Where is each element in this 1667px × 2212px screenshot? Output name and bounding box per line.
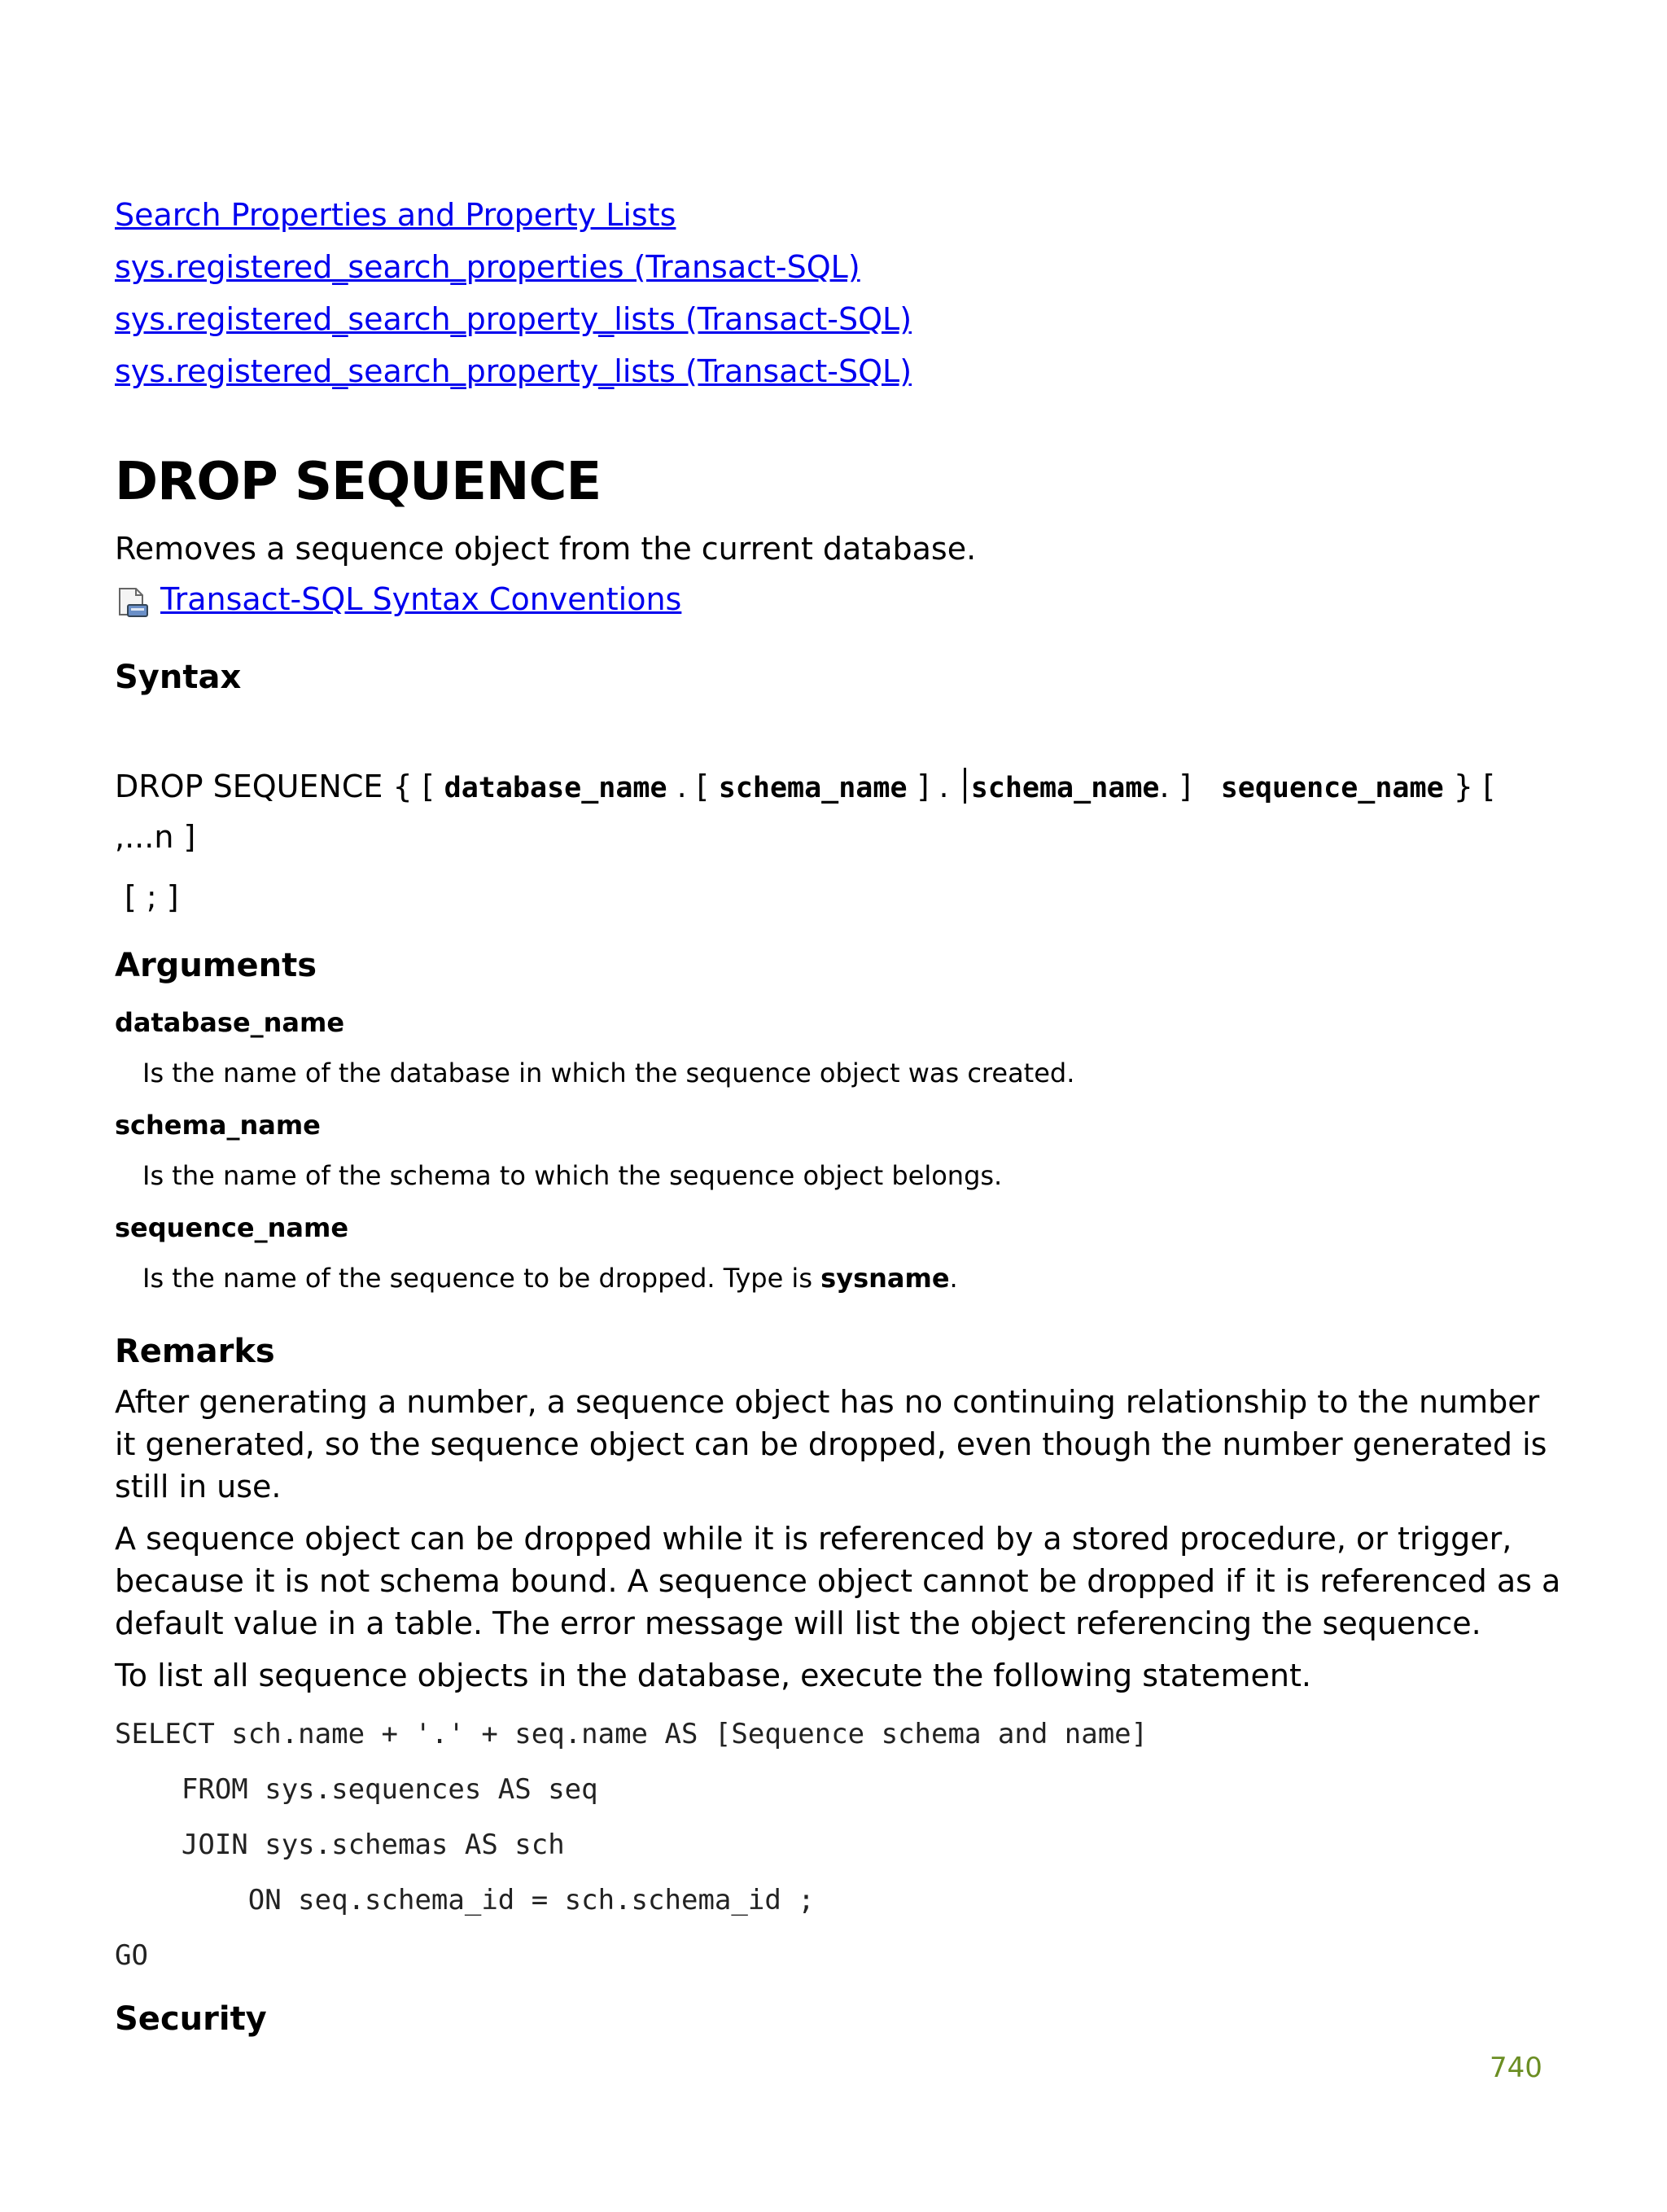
link-registered-search-property-lists[interactable]: sys.registered_search_property_lists (Transact-SQL) xyxy=(115,301,912,337)
syntax-schema-name: schema_name xyxy=(718,772,908,804)
syntax-schema-name: schema_name xyxy=(970,772,1160,804)
document-page xyxy=(115,189,1564,2043)
conventions-link[interactable]: Transact-SQL Syntax Conventions xyxy=(160,581,682,617)
arg-desc-type: sysname xyxy=(820,1263,950,1294)
document-icon xyxy=(115,583,151,615)
remarks-paragraph-1: After generating a number, a sequence object has no continuing relationship to the number it generated, so the sequence object can be dropped, even though the number generated is still in use. xyxy=(115,1384,1547,1505)
page-number: 740 xyxy=(1490,2052,1542,2084)
link-search-properties[interactable]: Search Properties and Property Lists xyxy=(115,197,676,233)
security-heading: Security xyxy=(115,2000,267,2038)
link-registered-search-properties[interactable]: sys.registered_search_properties (Transact-SQL) xyxy=(115,249,860,285)
arg-term-database-name: database_name xyxy=(115,1007,345,1038)
arg-desc-database-name: Is the name of the database in which the sequence object was created. xyxy=(142,1058,1075,1088)
syntax-text: . ] xyxy=(1159,769,1201,804)
related-links xyxy=(115,189,1564,397)
syntax-line-1 xyxy=(115,762,1564,813)
page-title: DROP SEQUENCE xyxy=(115,452,602,512)
syntax-text: DROP SEQUENCE { [ xyxy=(115,769,444,804)
arg-desc-schema-name: Is the name of the schema to which the sequence object belongs. xyxy=(142,1160,1003,1191)
syntax-text: } [ xyxy=(1443,769,1495,804)
syntax-text: ] . xyxy=(907,769,959,804)
syntax-line-3: [ ; ] xyxy=(125,879,179,915)
code-line: ON seq.schema_id = sch.schema_id ; xyxy=(115,1884,815,1916)
syntax-line-2: ,...n ] xyxy=(115,819,196,855)
code-line: SELECT sch.name + '.' + seq.name AS [Sequence schema and name] xyxy=(115,1718,1149,1750)
code-line: FROM sys.sequences AS seq xyxy=(115,1773,598,1806)
arg-term-sequence-name: sequence_name xyxy=(115,1212,349,1243)
syntax-heading: Syntax xyxy=(115,659,242,696)
code-line: GO xyxy=(115,1939,148,1972)
arg-desc-text: Is the name of the sequence to be dropped. Type is xyxy=(142,1263,821,1294)
syntax-text: . [ xyxy=(667,769,719,804)
arg-desc-sequence-name xyxy=(142,1259,1564,1298)
syntax-block xyxy=(115,762,1564,922)
link-registered-search-property-lists-2[interactable]: sys.registered_search_property_lists (Transact-SQL) xyxy=(115,353,912,389)
syntax-database-name: database_name xyxy=(444,772,667,804)
conventions-line xyxy=(115,573,1564,625)
syntax-separator xyxy=(964,768,966,804)
arguments-heading: Arguments xyxy=(115,947,317,984)
remarks-paragraph-2: A sequence object can be dropped while it is referenced by a stored procedure, or trigger, because it is not schema bound. A sequence object cannot be dropped if it is referenced as a default value in a table. The error message will list the object referencing the sequence. xyxy=(115,1521,1561,1641)
code-line: JOIN sys.schemas AS sch xyxy=(115,1829,565,1861)
remarks-heading: Remarks xyxy=(115,1333,275,1370)
arg-desc-text: . xyxy=(949,1263,958,1294)
arg-term-schema-name: schema_name xyxy=(115,1110,321,1141)
remarks-paragraph-3: To list all sequence objects in the database, execute the following statement. xyxy=(115,1658,1311,1693)
syntax-sequence-name: sequence_name xyxy=(1220,772,1444,804)
code-block xyxy=(115,1706,1564,1983)
lead-text: Removes a sequence object from the current database. xyxy=(115,531,977,567)
